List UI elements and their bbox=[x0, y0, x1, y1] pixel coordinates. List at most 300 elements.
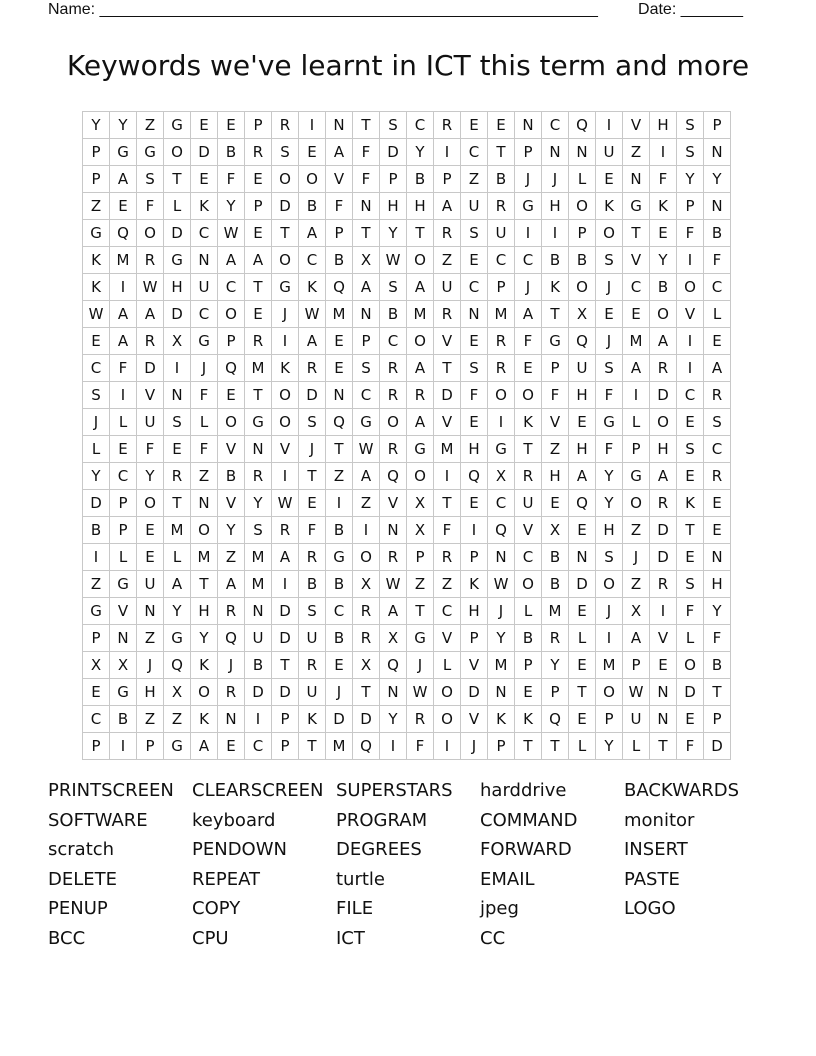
grid-cell[interactable]: D bbox=[272, 625, 299, 652]
grid-cell[interactable]: E bbox=[569, 409, 596, 436]
grid-cell[interactable]: D bbox=[677, 679, 704, 706]
grid-cell[interactable]: Q bbox=[542, 706, 569, 733]
grid-cell[interactable]: E bbox=[704, 328, 731, 355]
grid-cell[interactable]: C bbox=[407, 112, 434, 139]
grid-cell[interactable]: B bbox=[299, 193, 326, 220]
grid-cell[interactable]: C bbox=[191, 301, 218, 328]
grid-cell[interactable]: E bbox=[326, 328, 353, 355]
grid-cell[interactable]: R bbox=[650, 355, 677, 382]
grid-cell[interactable]: O bbox=[515, 571, 542, 598]
grid-cell[interactable]: W bbox=[353, 436, 380, 463]
grid-cell[interactable]: N bbox=[380, 679, 407, 706]
grid-cell[interactable]: S bbox=[272, 139, 299, 166]
grid-cell[interactable]: E bbox=[677, 409, 704, 436]
grid-cell[interactable]: A bbox=[299, 328, 326, 355]
grid-cell[interactable]: R bbox=[353, 598, 380, 625]
grid-cell[interactable]: C bbox=[218, 274, 245, 301]
grid-cell[interactable]: B bbox=[326, 571, 353, 598]
grid-cell[interactable]: R bbox=[488, 193, 515, 220]
grid-cell[interactable]: N bbox=[110, 625, 137, 652]
grid-cell[interactable]: T bbox=[542, 301, 569, 328]
grid-cell[interactable]: B bbox=[542, 247, 569, 274]
grid-cell[interactable]: C bbox=[434, 598, 461, 625]
grid-cell[interactable]: S bbox=[596, 355, 623, 382]
grid-cell[interactable]: N bbox=[650, 706, 677, 733]
grid-cell[interactable]: A bbox=[623, 625, 650, 652]
grid-cell[interactable]: M bbox=[245, 571, 272, 598]
grid-cell[interactable]: J bbox=[272, 301, 299, 328]
grid-cell[interactable]: Q bbox=[569, 112, 596, 139]
grid-cell[interactable]: E bbox=[191, 112, 218, 139]
grid-cell[interactable]: Z bbox=[434, 247, 461, 274]
grid-cell[interactable]: B bbox=[569, 247, 596, 274]
grid-cell[interactable]: O bbox=[407, 328, 434, 355]
grid-cell[interactable]: C bbox=[353, 382, 380, 409]
grid-cell[interactable]: P bbox=[434, 166, 461, 193]
grid-cell[interactable]: N bbox=[245, 598, 272, 625]
grid-cell[interactable]: K bbox=[272, 355, 299, 382]
grid-cell[interactable]: V bbox=[272, 436, 299, 463]
grid-cell[interactable]: V bbox=[461, 652, 488, 679]
grid-cell[interactable]: E bbox=[542, 490, 569, 517]
grid-cell[interactable]: L bbox=[83, 436, 110, 463]
grid-cell[interactable]: R bbox=[299, 544, 326, 571]
grid-cell[interactable]: U bbox=[623, 706, 650, 733]
grid-cell[interactable]: G bbox=[488, 436, 515, 463]
grid-cell[interactable]: T bbox=[272, 220, 299, 247]
grid-cell[interactable]: D bbox=[461, 679, 488, 706]
grid-cell[interactable]: G bbox=[407, 436, 434, 463]
grid-cell[interactable]: F bbox=[596, 382, 623, 409]
grid-cell[interactable]: T bbox=[353, 220, 380, 247]
grid-cell[interactable]: H bbox=[569, 382, 596, 409]
grid-cell[interactable]: J bbox=[596, 274, 623, 301]
grid-cell[interactable]: B bbox=[515, 625, 542, 652]
grid-cell[interactable]: Z bbox=[434, 571, 461, 598]
grid-cell[interactable]: T bbox=[299, 463, 326, 490]
grid-cell[interactable]: A bbox=[326, 139, 353, 166]
grid-cell[interactable]: G bbox=[623, 463, 650, 490]
grid-cell[interactable]: F bbox=[461, 382, 488, 409]
grid-cell[interactable]: X bbox=[110, 652, 137, 679]
grid-cell[interactable]: V bbox=[542, 409, 569, 436]
grid-cell[interactable]: P bbox=[83, 139, 110, 166]
grid-cell[interactable]: K bbox=[515, 409, 542, 436]
grid-cell[interactable]: O bbox=[569, 193, 596, 220]
grid-cell[interactable]: F bbox=[137, 436, 164, 463]
grid-cell[interactable]: B bbox=[218, 463, 245, 490]
grid-cell[interactable]: R bbox=[353, 625, 380, 652]
grid-cell[interactable]: A bbox=[569, 463, 596, 490]
grid-cell[interactable]: F bbox=[677, 598, 704, 625]
grid-cell[interactable]: L bbox=[677, 625, 704, 652]
grid-cell[interactable]: V bbox=[218, 490, 245, 517]
grid-cell[interactable]: W bbox=[623, 679, 650, 706]
grid-cell[interactable]: X bbox=[353, 571, 380, 598]
grid-cell[interactable]: P bbox=[83, 166, 110, 193]
grid-cell[interactable]: E bbox=[164, 436, 191, 463]
grid-cell[interactable]: T bbox=[245, 382, 272, 409]
grid-cell[interactable]: P bbox=[380, 166, 407, 193]
grid-cell[interactable]: G bbox=[164, 733, 191, 760]
grid-cell[interactable]: I bbox=[164, 355, 191, 382]
grid-cell[interactable]: J bbox=[488, 598, 515, 625]
grid-cell[interactable]: G bbox=[164, 247, 191, 274]
grid-cell[interactable]: U bbox=[245, 625, 272, 652]
grid-cell[interactable]: R bbox=[488, 328, 515, 355]
grid-cell[interactable]: H bbox=[542, 463, 569, 490]
grid-cell[interactable]: I bbox=[272, 328, 299, 355]
grid-cell[interactable]: C bbox=[245, 733, 272, 760]
grid-cell[interactable]: R bbox=[299, 652, 326, 679]
grid-cell[interactable]: B bbox=[110, 706, 137, 733]
grid-cell[interactable]: Y bbox=[542, 652, 569, 679]
grid-cell[interactable]: S bbox=[461, 355, 488, 382]
grid-cell[interactable]: E bbox=[218, 382, 245, 409]
grid-cell[interactable]: T bbox=[650, 733, 677, 760]
grid-cell[interactable]: E bbox=[596, 166, 623, 193]
grid-cell[interactable]: P bbox=[704, 112, 731, 139]
grid-cell[interactable]: I bbox=[110, 382, 137, 409]
grid-cell[interactable]: T bbox=[704, 679, 731, 706]
grid-cell[interactable]: F bbox=[407, 733, 434, 760]
grid-cell[interactable]: G bbox=[83, 220, 110, 247]
grid-cell[interactable]: N bbox=[137, 598, 164, 625]
grid-cell[interactable]: V bbox=[461, 706, 488, 733]
grid-cell[interactable]: S bbox=[677, 436, 704, 463]
grid-cell[interactable]: V bbox=[326, 166, 353, 193]
grid-cell[interactable]: R bbox=[218, 598, 245, 625]
grid-cell[interactable]: P bbox=[461, 625, 488, 652]
grid-cell[interactable]: O bbox=[272, 382, 299, 409]
grid-cell[interactable]: E bbox=[137, 517, 164, 544]
grid-cell[interactable]: E bbox=[299, 139, 326, 166]
grid-cell[interactable]: K bbox=[515, 706, 542, 733]
grid-cell[interactable]: Q bbox=[164, 652, 191, 679]
grid-cell[interactable]: H bbox=[164, 274, 191, 301]
grid-cell[interactable]: E bbox=[137, 544, 164, 571]
grid-cell[interactable]: R bbox=[650, 490, 677, 517]
grid-cell[interactable]: C bbox=[488, 490, 515, 517]
grid-cell[interactable]: C bbox=[461, 139, 488, 166]
grid-cell[interactable]: D bbox=[137, 355, 164, 382]
grid-cell[interactable]: F bbox=[137, 193, 164, 220]
grid-cell[interactable]: B bbox=[299, 571, 326, 598]
grid-cell[interactable]: D bbox=[245, 679, 272, 706]
grid-cell[interactable]: Y bbox=[83, 463, 110, 490]
grid-cell[interactable]: X bbox=[569, 301, 596, 328]
grid-cell[interactable]: N bbox=[488, 679, 515, 706]
grid-cell[interactable]: Z bbox=[191, 463, 218, 490]
grid-cell[interactable]: O bbox=[407, 463, 434, 490]
grid-cell[interactable]: B bbox=[326, 625, 353, 652]
grid-cell[interactable]: E bbox=[245, 301, 272, 328]
grid-cell[interactable]: M bbox=[488, 301, 515, 328]
grid-cell[interactable]: O bbox=[569, 274, 596, 301]
grid-cell[interactable]: R bbox=[164, 463, 191, 490]
grid-cell[interactable]: N bbox=[650, 679, 677, 706]
grid-cell[interactable]: D bbox=[164, 301, 191, 328]
grid-cell[interactable]: R bbox=[380, 382, 407, 409]
grid-cell[interactable]: E bbox=[623, 301, 650, 328]
grid-cell[interactable]: N bbox=[218, 706, 245, 733]
grid-cell[interactable]: R bbox=[299, 355, 326, 382]
grid-cell[interactable]: G bbox=[326, 544, 353, 571]
grid-cell[interactable]: M bbox=[245, 355, 272, 382]
grid-cell[interactable]: Y bbox=[407, 139, 434, 166]
grid-cell[interactable]: F bbox=[542, 382, 569, 409]
grid-cell[interactable]: H bbox=[569, 436, 596, 463]
grid-cell[interactable]: X bbox=[380, 625, 407, 652]
grid-cell[interactable]: I bbox=[83, 544, 110, 571]
grid-cell[interactable]: F bbox=[353, 166, 380, 193]
grid-cell[interactable]: C bbox=[380, 328, 407, 355]
grid-cell[interactable]: I bbox=[245, 706, 272, 733]
grid-cell[interactable]: K bbox=[299, 274, 326, 301]
grid-cell[interactable]: A bbox=[218, 247, 245, 274]
grid-cell[interactable]: R bbox=[650, 571, 677, 598]
grid-cell[interactable]: C bbox=[623, 274, 650, 301]
grid-cell[interactable]: I bbox=[650, 598, 677, 625]
grid-cell[interactable]: Z bbox=[623, 571, 650, 598]
grid-cell[interactable]: R bbox=[407, 706, 434, 733]
grid-cell[interactable]: E bbox=[326, 652, 353, 679]
grid-cell[interactable]: E bbox=[191, 166, 218, 193]
grid-cell[interactable]: G bbox=[245, 409, 272, 436]
grid-cell[interactable]: C bbox=[515, 247, 542, 274]
grid-cell[interactable]: Y bbox=[596, 490, 623, 517]
grid-cell[interactable]: H bbox=[596, 517, 623, 544]
grid-cell[interactable]: E bbox=[110, 193, 137, 220]
grid-cell[interactable]: S bbox=[380, 274, 407, 301]
grid-cell[interactable]: T bbox=[164, 166, 191, 193]
grid-cell[interactable]: E bbox=[326, 355, 353, 382]
grid-cell[interactable]: A bbox=[164, 571, 191, 598]
grid-cell[interactable]: B bbox=[326, 517, 353, 544]
grid-cell[interactable]: C bbox=[461, 274, 488, 301]
grid-cell[interactable]: C bbox=[677, 382, 704, 409]
grid-cell[interactable]: E bbox=[461, 247, 488, 274]
grid-cell[interactable]: R bbox=[515, 463, 542, 490]
grid-cell[interactable]: I bbox=[596, 625, 623, 652]
grid-cell[interactable]: R bbox=[245, 139, 272, 166]
grid-cell[interactable]: X bbox=[164, 328, 191, 355]
grid-cell[interactable]: P bbox=[461, 544, 488, 571]
grid-cell[interactable]: R bbox=[272, 112, 299, 139]
grid-cell[interactable]: G bbox=[542, 328, 569, 355]
grid-cell[interactable]: H bbox=[704, 571, 731, 598]
grid-cell[interactable]: N bbox=[623, 166, 650, 193]
grid-cell[interactable]: R bbox=[434, 220, 461, 247]
grid-cell[interactable]: P bbox=[623, 652, 650, 679]
grid-cell[interactable]: V bbox=[434, 625, 461, 652]
grid-cell[interactable]: K bbox=[299, 706, 326, 733]
grid-cell[interactable]: U bbox=[191, 274, 218, 301]
grid-cell[interactable]: N bbox=[704, 544, 731, 571]
grid-cell[interactable]: Y bbox=[218, 193, 245, 220]
grid-cell[interactable]: R bbox=[137, 328, 164, 355]
grid-cell[interactable]: L bbox=[515, 598, 542, 625]
grid-cell[interactable]: F bbox=[299, 517, 326, 544]
grid-cell[interactable]: S bbox=[137, 166, 164, 193]
grid-cell[interactable]: F bbox=[191, 382, 218, 409]
grid-cell[interactable]: Y bbox=[83, 112, 110, 139]
grid-cell[interactable]: F bbox=[596, 436, 623, 463]
grid-cell[interactable]: N bbox=[326, 382, 353, 409]
grid-cell[interactable]: Z bbox=[623, 139, 650, 166]
grid-cell[interactable]: L bbox=[434, 652, 461, 679]
grid-cell[interactable]: L bbox=[110, 544, 137, 571]
grid-cell[interactable]: J bbox=[191, 355, 218, 382]
grid-cell[interactable]: S bbox=[677, 571, 704, 598]
grid-cell[interactable]: L bbox=[569, 166, 596, 193]
grid-cell[interactable]: K bbox=[83, 274, 110, 301]
grid-cell[interactable]: E bbox=[569, 598, 596, 625]
grid-cell[interactable]: R bbox=[488, 355, 515, 382]
grid-cell[interactable]: L bbox=[164, 544, 191, 571]
grid-cell[interactable]: H bbox=[191, 598, 218, 625]
grid-cell[interactable]: P bbox=[596, 706, 623, 733]
grid-cell[interactable]: X bbox=[353, 247, 380, 274]
grid-cell[interactable]: I bbox=[623, 382, 650, 409]
grid-cell[interactable]: K bbox=[596, 193, 623, 220]
grid-cell[interactable]: B bbox=[542, 571, 569, 598]
grid-cell[interactable]: A bbox=[299, 220, 326, 247]
grid-cell[interactable]: F bbox=[515, 328, 542, 355]
grid-cell[interactable]: S bbox=[677, 139, 704, 166]
grid-cell[interactable]: V bbox=[650, 625, 677, 652]
grid-cell[interactable]: D bbox=[272, 679, 299, 706]
grid-cell[interactable]: X bbox=[542, 517, 569, 544]
grid-cell[interactable]: E bbox=[461, 490, 488, 517]
grid-cell[interactable]: Y bbox=[704, 166, 731, 193]
grid-cell[interactable]: T bbox=[407, 598, 434, 625]
grid-cell[interactable]: F bbox=[110, 355, 137, 382]
grid-cell[interactable]: U bbox=[299, 679, 326, 706]
grid-cell[interactable]: Z bbox=[407, 571, 434, 598]
grid-cell[interactable]: L bbox=[569, 733, 596, 760]
grid-cell[interactable]: O bbox=[596, 679, 623, 706]
grid-cell[interactable]: K bbox=[461, 571, 488, 598]
grid-cell[interactable]: C bbox=[704, 274, 731, 301]
grid-cell[interactable]: P bbox=[677, 193, 704, 220]
grid-cell[interactable]: N bbox=[326, 112, 353, 139]
grid-cell[interactable]: I bbox=[110, 733, 137, 760]
grid-cell[interactable]: O bbox=[677, 652, 704, 679]
grid-cell[interactable]: X bbox=[623, 598, 650, 625]
grid-cell[interactable]: R bbox=[434, 544, 461, 571]
grid-cell[interactable]: E bbox=[569, 652, 596, 679]
grid-cell[interactable]: N bbox=[353, 193, 380, 220]
grid-cell[interactable]: E bbox=[677, 544, 704, 571]
grid-cell[interactable]: V bbox=[677, 301, 704, 328]
grid-cell[interactable]: B bbox=[218, 139, 245, 166]
grid-cell[interactable]: E bbox=[245, 166, 272, 193]
grid-cell[interactable]: O bbox=[596, 220, 623, 247]
grid-cell[interactable]: P bbox=[245, 193, 272, 220]
grid-cell[interactable]: G bbox=[137, 139, 164, 166]
grid-cell[interactable]: Z bbox=[542, 436, 569, 463]
grid-cell[interactable]: P bbox=[515, 139, 542, 166]
grid-cell[interactable]: D bbox=[380, 139, 407, 166]
grid-cell[interactable]: S bbox=[704, 409, 731, 436]
grid-cell[interactable]: X bbox=[407, 490, 434, 517]
grid-cell[interactable]: B bbox=[704, 652, 731, 679]
grid-cell[interactable]: W bbox=[380, 571, 407, 598]
grid-cell[interactable]: G bbox=[164, 625, 191, 652]
grid-cell[interactable]: V bbox=[218, 436, 245, 463]
grid-cell[interactable]: N bbox=[461, 301, 488, 328]
grid-cell[interactable]: P bbox=[569, 220, 596, 247]
grid-cell[interactable]: I bbox=[677, 355, 704, 382]
grid-cell[interactable]: T bbox=[299, 733, 326, 760]
grid-cell[interactable]: N bbox=[191, 247, 218, 274]
grid-cell[interactable]: P bbox=[272, 706, 299, 733]
grid-cell[interactable]: W bbox=[407, 679, 434, 706]
grid-cell[interactable]: F bbox=[650, 166, 677, 193]
grid-cell[interactable]: O bbox=[164, 139, 191, 166]
grid-cell[interactable]: I bbox=[677, 328, 704, 355]
grid-cell[interactable]: P bbox=[272, 733, 299, 760]
grid-cell[interactable]: U bbox=[299, 625, 326, 652]
grid-cell[interactable]: K bbox=[542, 274, 569, 301]
grid-cell[interactable]: K bbox=[83, 247, 110, 274]
grid-cell[interactable]: U bbox=[515, 490, 542, 517]
grid-cell[interactable]: O bbox=[407, 247, 434, 274]
grid-cell[interactable]: I bbox=[434, 139, 461, 166]
grid-cell[interactable]: Q bbox=[353, 733, 380, 760]
grid-cell[interactable]: P bbox=[488, 274, 515, 301]
grid-cell[interactable]: B bbox=[542, 544, 569, 571]
grid-cell[interactable]: K bbox=[677, 490, 704, 517]
grid-cell[interactable]: R bbox=[218, 679, 245, 706]
grid-cell[interactable]: R bbox=[380, 355, 407, 382]
grid-cell[interactable]: J bbox=[299, 436, 326, 463]
grid-cell[interactable]: L bbox=[704, 301, 731, 328]
grid-cell[interactable]: D bbox=[83, 490, 110, 517]
grid-cell[interactable]: N bbox=[569, 544, 596, 571]
grid-cell[interactable]: W bbox=[488, 571, 515, 598]
grid-cell[interactable]: P bbox=[542, 679, 569, 706]
grid-cell[interactable]: H bbox=[461, 598, 488, 625]
grid-cell[interactable]: Y bbox=[596, 733, 623, 760]
grid-cell[interactable]: A bbox=[623, 355, 650, 382]
grid-cell[interactable]: A bbox=[353, 274, 380, 301]
grid-cell[interactable]: I bbox=[434, 463, 461, 490]
grid-cell[interactable]: M bbox=[407, 301, 434, 328]
grid-cell[interactable]: F bbox=[704, 247, 731, 274]
grid-cell[interactable]: Y bbox=[110, 112, 137, 139]
grid-cell[interactable]: Q bbox=[110, 220, 137, 247]
grid-cell[interactable]: I bbox=[353, 517, 380, 544]
grid-cell[interactable]: Z bbox=[353, 490, 380, 517]
grid-cell[interactable]: O bbox=[218, 409, 245, 436]
grid-cell[interactable]: F bbox=[218, 166, 245, 193]
grid-cell[interactable]: P bbox=[407, 544, 434, 571]
grid-cell[interactable]: U bbox=[596, 139, 623, 166]
grid-cell[interactable]: E bbox=[677, 706, 704, 733]
grid-cell[interactable]: F bbox=[704, 625, 731, 652]
grid-cell[interactable]: H bbox=[461, 436, 488, 463]
grid-cell[interactable]: B bbox=[245, 652, 272, 679]
grid-cell[interactable]: G bbox=[110, 139, 137, 166]
grid-cell[interactable]: F bbox=[677, 220, 704, 247]
grid-cell[interactable]: B bbox=[407, 166, 434, 193]
grid-cell[interactable]: M bbox=[110, 247, 137, 274]
grid-cell[interactable]: D bbox=[650, 382, 677, 409]
grid-cell[interactable]: G bbox=[164, 112, 191, 139]
grid-cell[interactable]: T bbox=[677, 517, 704, 544]
